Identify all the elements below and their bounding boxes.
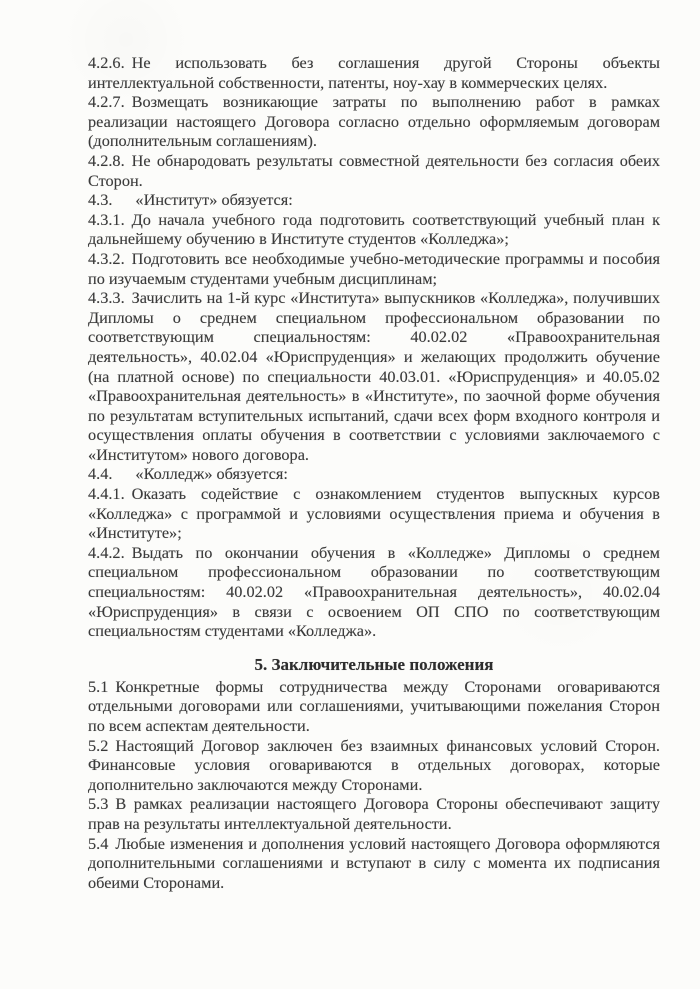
clause-4-4-1 — [88, 484, 660, 543]
clause-text: Любые изменения и дополнения условий настоящего Договора оформляются дополнительными соглашениями и вступают в силу с момента их подписания обеими Сторонами. — [88, 833, 660, 892]
section-5-heading: 5. Заключительные положения — [254, 654, 494, 674]
clause-4-3-1 — [88, 210, 660, 249]
clause-number: 5.4 — [88, 833, 109, 853]
clause-text: Настоящий Договор заключен без взаимных финансовых условий Сторон. Финансовые условия оговариваются в отдельных договорах, которые дополнительно заключаются между Сторонами. — [88, 735, 660, 794]
clause-text: Не обнародовать результаты совместной деятельности без согласия обеих Сторон. — [88, 150, 660, 190]
clause-text: «Колледж» обязуется: — [135, 464, 288, 484]
clause-4-3-3 — [88, 288, 660, 464]
clause-4-3 — [88, 190, 660, 210]
clause-text: Выдать по окончании обучения в «Колледже» Дипломы о среднем специальном профессиональном образовании по соответствующим специальностям: 40.02.02 «Правоохранительная деятельность», 40.02.04 «Юриспруденция» в связи с освоением ОП СПО по соответствующим специальностям студентами «Колледжа». — [88, 542, 660, 641]
clause-text: Возмещать возникающие затраты по выполнению работ в рамках реализации настоящего Договора согласно отдельно оформляемым договорам (дополнительным соглашениям). — [88, 92, 660, 151]
clause-number: 4.3. — [88, 190, 113, 210]
clause-5-2 — [88, 736, 660, 795]
contract-text-block — [88, 53, 660, 892]
clause-4-2-7 — [88, 92, 660, 151]
clause-4-2-8 — [88, 151, 660, 190]
clause-text: Зачислить на 1-й курс «Института» выпускников «Колледжа», получивших Дипломы о среднем специальном профессиональном образовании по соответствующим специальностям: 40.02.02 «Правоохранительная деятельность», 40.02.04 «Юриспруденция» и желающих продолжить обучение (на платной основе) по специальности 40.03.01. «Юриспруденция» и 40.05.02 «Правоохранительная деятельность» в «Институте», по заочной форме обучения по результатам вступительных испытаний, сдачи всех форм входного контроля и осуществления оплаты обучения в соответствии с условиями заключаемого с «Институтом» нового договора. — [88, 288, 660, 464]
clause-number: 4.4.1. — [88, 484, 125, 504]
clause-number: 4.2.8. — [88, 150, 125, 170]
clause-number: 5.1 — [88, 676, 109, 696]
clause-text: До начала учебного года подготовить соответствующий учебный план к дальнейшему обучению в Институте студентов «Колледжа»; — [88, 209, 660, 249]
clause-number: 4.4. — [88, 464, 113, 484]
clause-number: 4.3.1. — [88, 209, 125, 229]
clause-number: 5.2 — [88, 735, 109, 755]
clause-text: Оказать содействие с ознакомлением студентов выпускных курсов «Колледжа» с программой и условиями осуществления приема и обучения в «Институте»; — [88, 484, 660, 543]
clause-text: В рамках реализации настоящего Договора Стороны обеспечивают защиту прав на результаты интеллектуальной деятельности. — [88, 794, 660, 833]
clause-number: 4.2.7. — [88, 92, 125, 112]
clause-number: 4.2.6. — [88, 53, 125, 72]
clause-text: Конкретные формы сотрудничества между Сторонами оговариваются отдельными договорами или соглашениями, учитывающими пожелания Сторон по всем аспектам деятельности. — [88, 676, 660, 735]
clause-4-3-2 — [88, 249, 660, 288]
clause-4-4-2 — [88, 543, 660, 641]
clause-text: «Институт» обязуется: — [135, 190, 293, 210]
clause-text: Не использовать без соглашения другой Стороны объекты интеллектуальной собственности, патенты, ноу-хау в коммерческих целях. — [88, 53, 660, 92]
clause-5-3 — [88, 794, 660, 833]
clause-text: Подготовить все необходимые учебно-методические программы и пособия по изучаемым студентами учебным дисциплинам; — [88, 248, 660, 288]
clause-5-4 — [88, 834, 660, 893]
clause-number: 4.3.2. — [88, 248, 125, 268]
clause-number: 4.3.3. — [88, 288, 125, 308]
clause-4-4 — [88, 464, 660, 484]
clause-number: 5.3 — [88, 794, 109, 814]
clause-5-1 — [88, 677, 660, 736]
clause-number: 4.4.2. — [88, 542, 125, 562]
clause-4-2-6 — [88, 53, 660, 92]
